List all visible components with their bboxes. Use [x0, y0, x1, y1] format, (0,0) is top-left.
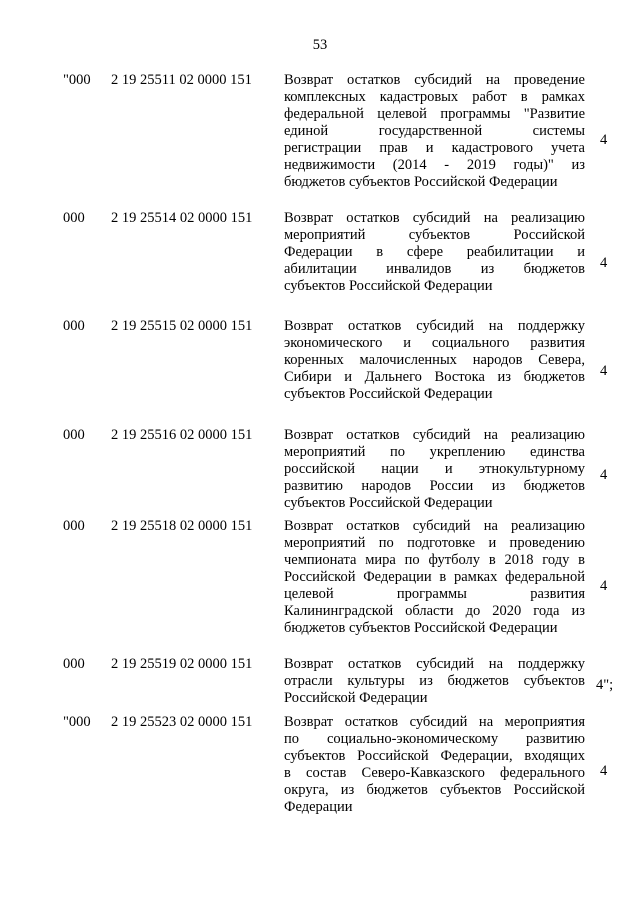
description-line: Федерации в сфере реабилитации и — [284, 244, 585, 260]
row-value: 4"; — [596, 677, 614, 693]
description-line: мероприятий по укреплению единства — [284, 444, 585, 460]
row-description — [284, 518, 585, 637]
description-line: российской нации и этнокультурному — [284, 461, 585, 477]
description-line: Возврат остатков субсидий на поддержку — [284, 656, 585, 672]
description-line: Возврат остатков субсидий на проведение — [284, 72, 585, 88]
description-line: субъектов Российской Федерации — [284, 495, 493, 511]
description-line: федеральной целевой программы "Развитие — [284, 106, 585, 122]
budget-code: 2 19 25518 02 0000 151 — [111, 518, 253, 534]
description-line: Калининградской области до 2020 года из — [284, 603, 585, 619]
row-description — [284, 72, 585, 191]
description-line: мероприятий субъектов Российской — [284, 227, 585, 243]
budget-code: 2 19 25523 02 0000 151 — [111, 714, 253, 730]
budget-code: 2 19 25515 02 0000 151 — [111, 318, 253, 334]
row-value: 4 — [600, 255, 608, 271]
description-line: Российской Федерации — [284, 690, 428, 706]
row-value: 4 — [600, 578, 608, 594]
budget-code: 2 19 25519 02 0000 151 — [111, 656, 253, 672]
description-line: недвижимости (2014 - 2019 годы)" из — [284, 157, 585, 173]
description-line: бюджетов субъектов Российской Федерации — [284, 174, 558, 190]
description-line: Возврат остатков субсидий на реализацию — [284, 427, 585, 443]
description-line: комплексных кадастровых работ в рамках — [284, 89, 585, 105]
admin-code: 000 — [63, 656, 85, 672]
row-value: 4 — [600, 363, 608, 379]
admin-code: 000 — [63, 318, 85, 334]
description-line: Возврат остатков субсидий на поддержку — [284, 318, 585, 334]
description-line: в состав Северо-Кавказского федерального — [284, 765, 585, 781]
description-line: субъектов Российской Федерации, входящих — [284, 748, 585, 764]
description-line: развитию народов России из бюджетов — [284, 478, 585, 494]
table-row — [0, 714, 640, 816]
description-line: абилитации инвалидов из бюджетов — [284, 261, 585, 277]
row-value: 4 — [600, 763, 608, 779]
table-row — [0, 72, 640, 191]
row-description — [284, 210, 585, 295]
description-line: целевой программы развития — [284, 586, 585, 602]
table-row — [0, 210, 640, 295]
admin-code: 000 — [63, 427, 85, 443]
description-line: Сибири и Дальнего Востока из бюджетов — [284, 369, 585, 385]
description-line: Российской Федерации в рамках федеральной — [284, 569, 585, 585]
row-description — [284, 427, 585, 512]
description-line: субъектов Российской Федерации — [284, 386, 493, 402]
row-description — [284, 714, 585, 816]
row-value: 4 — [600, 132, 608, 148]
row-description — [284, 656, 585, 707]
description-line: единой государственной системы — [284, 123, 585, 139]
description-line: Возврат остатков субсидий на реализацию — [284, 210, 585, 226]
description-line: Возврат остатков субсидий на мероприятия — [284, 714, 585, 730]
row-value: 4 — [600, 467, 608, 483]
description-line: мероприятий по подготовке и проведению — [284, 535, 585, 551]
table-row — [0, 427, 640, 512]
table-row — [0, 318, 640, 403]
admin-code: "000 — [63, 72, 91, 88]
description-line: по социально-экономическому развитию — [284, 731, 585, 747]
description-line: субъектов Российской Федерации — [284, 278, 493, 294]
table-row — [0, 656, 640, 707]
admin-code: "000 — [63, 714, 91, 730]
description-line: коренных малочисленных народов Севера, — [284, 352, 585, 368]
description-line: чемпионата мира по футболу в 2018 году в — [284, 552, 585, 568]
budget-code: 2 19 25516 02 0000 151 — [111, 427, 253, 443]
description-line: округа, из бюджетов субъектов Российской — [284, 782, 585, 798]
description-line: Возврат остатков субсидий на реализацию — [284, 518, 585, 534]
description-line: регистрации прав и кадастрового учета — [284, 140, 585, 156]
budget-code: 2 19 25514 02 0000 151 — [111, 210, 253, 226]
budget-code: 2 19 25511 02 0000 151 — [111, 72, 252, 88]
description-line: отрасли культуры из бюджетов субъектов — [284, 673, 585, 689]
description-line: Федерации — [284, 799, 353, 815]
description-line: бюджетов субъектов Российской Федерации — [284, 620, 558, 636]
table-row — [0, 518, 640, 637]
description-line: экономического и социального развития — [284, 335, 585, 351]
admin-code: 000 — [63, 518, 85, 534]
page-number: 53 — [312, 37, 328, 53]
admin-code: 000 — [63, 210, 85, 226]
row-description — [284, 318, 585, 403]
